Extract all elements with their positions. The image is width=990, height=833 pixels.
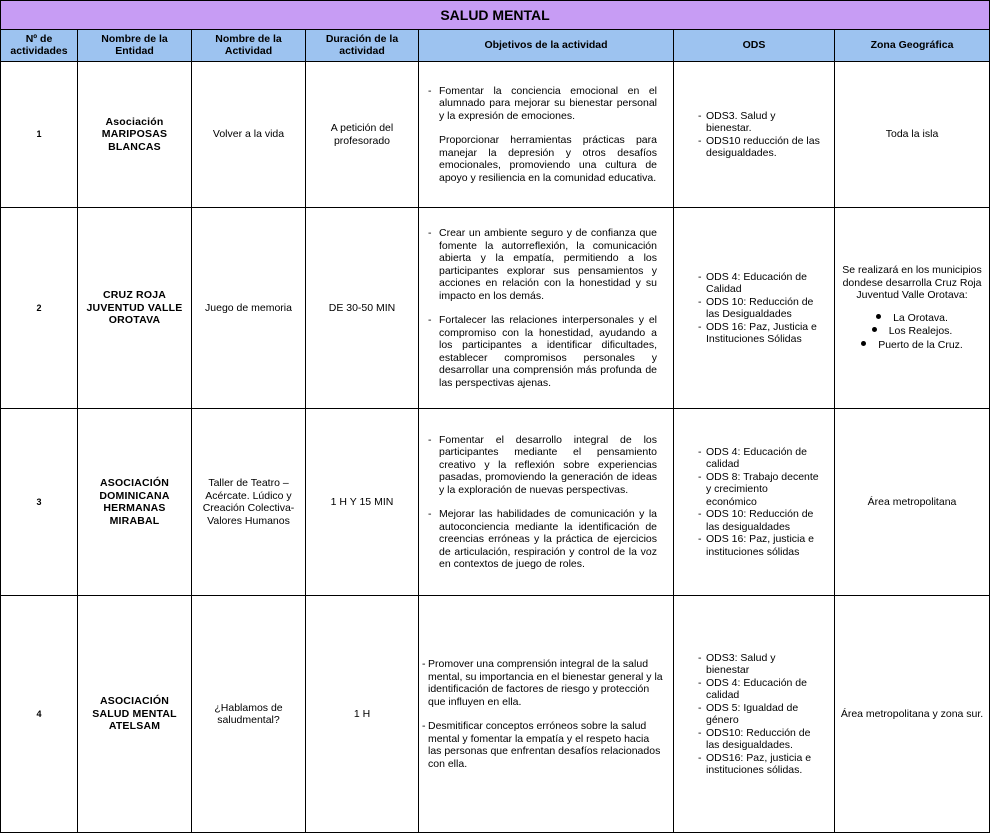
geographic-zone: Toda la isla (835, 62, 990, 208)
header-zona: Zona Geográfica (835, 30, 990, 62)
table-row (1, 409, 990, 596)
ods-item: - ODS 10: Reducción de las Desigualdades (698, 295, 814, 320)
bullet-icon (872, 327, 877, 332)
ods-item: - ODS 8: Trabajo decente y crecimiento económico (698, 470, 819, 508)
bullet-icon (876, 314, 881, 319)
list-item: La Orotava. (839, 312, 985, 325)
header-ods: ODS (674, 30, 835, 62)
objective-item: - Fortalecer las relaciones interpersonales y el compromiso con la honestidad, ayudando a los participantes a identificar dificultades, establecer compromisos personales y desarrollar una comprensión más profunda de las perspectivas ajenas. (428, 314, 657, 389)
activity-duration: 1 H Y 15 MIN (306, 409, 419, 596)
ods-item: - ODS 4: Educación de calidad (698, 445, 807, 471)
geographic-zone: Área metropolitana y zona sur. (835, 596, 990, 833)
list-item: Los Realejos. (839, 325, 985, 338)
zone-list (839, 312, 985, 352)
geographic-zone: Área metropolitana (835, 409, 990, 596)
ods-item: - ODS3. Salud y bienestar. (698, 109, 776, 134)
activity-name: Volver a la vida (192, 62, 306, 208)
objective-item: - Fomentar la conciencia emocional en el alumnado para mejorar su bienestar personal y la expresión de emociones. (428, 84, 657, 122)
activity-name: Juego de memoria (192, 208, 306, 409)
bullet-icon (861, 341, 866, 346)
ods-list (674, 208, 835, 409)
objective-item: - Mejorar las habilidades de comunicación y la autoconciencia mediante la identificación de creencias erróneas y la práctica de ejercicios de articulación, respiración y control de la voz en contextos de juego de roles. (428, 508, 657, 570)
ods-list (674, 62, 835, 208)
entity-name: ASOCIACIÓN SALUD MENTAL ATELSAM (78, 596, 192, 833)
table-row (1, 208, 990, 409)
ods-item: - ODS 10: Reducción de las desigualdades (698, 508, 814, 533)
entity-name: CRUZ ROJA JUVENTUD VALLE OROTAVA (78, 208, 192, 409)
row-number: 4 (1, 596, 78, 833)
ods-item: - ODS 5: Igualdad de género (698, 701, 799, 726)
objective-item: - Crear un ambiente seguro y de confianza que fomente la autorreflexión, la comunicación abierta y la empatía, permitiendo a los participantes explorar sus pensamientos y acciones en relación con la honestidad y su impacto en los demás. (428, 227, 657, 302)
objective-item: - Desmitificar conceptos erróneos sobre la salud mental y fomentar la empatía y el respeto hacia las personas que enfrentan desafíos relacionados con ella. (422, 720, 661, 770)
ods-item: - ODS 4: Educación de Calidad (698, 270, 807, 295)
activity-duration: 1 H (306, 596, 419, 833)
table-title: SALUD MENTAL (1, 1, 990, 30)
entity-name: ASOCIACIÓN DOMINICANA HERMANAS MIRABAL (78, 409, 192, 596)
row-number: 2 (1, 208, 78, 409)
ods-item: - ODS 4: Educación de calidad (698, 676, 807, 701)
table-row (1, 596, 990, 833)
header-num: Nº de actividades (1, 30, 78, 62)
objective-item: - Promover una comprensión integral de la salud mental, su importancia en el bienestar general y la identificación de factores de riesgo y protección que influyen en ella. (422, 658, 663, 708)
activity-name: ¿Hablamos de saludmental? (192, 596, 306, 833)
ods-list (674, 596, 835, 833)
activity-objectives (419, 62, 674, 208)
activity-objectives (419, 208, 674, 409)
header-entidad: Nombre de la Entidad (78, 30, 192, 62)
row-number: 1 (1, 62, 78, 208)
activity-objectives (419, 596, 674, 833)
activity-name: Taller de Teatro – Acércate. Lúdico y Creación Colectiva-Valores Humanos (192, 409, 306, 596)
activity-duration: DE 30-50 MIN (306, 208, 419, 409)
list-item: Puerto de la Cruz. (839, 339, 985, 352)
objective-item: - Fomentar el desarrollo integral de los participantes mediante el pensamiento creativo y la reflexión sobre experiencias pasadas, promoviendo la generación de ideas y la exploración de nuevas perspectivas. (428, 433, 657, 496)
ods-item: - ODS 16: Paz, justicia e instituciones sólidas (698, 533, 814, 558)
table-row (1, 62, 990, 208)
header-duracion: Duración de la actividad (306, 30, 419, 62)
ods-item: - ODS 16: Paz, Justicia e Instituciones Sólidas (698, 320, 817, 345)
row-number: 3 (1, 409, 78, 596)
header-actividad: Nombre de la Actividad (192, 30, 306, 62)
ods-item: - ODS10: Reducción de las desigualdades. (698, 726, 811, 751)
activity-duration: A petición del profesorado (306, 62, 419, 208)
ods-list (674, 409, 835, 596)
entity-name: Asociación MARIPOSAS BLANCAS (78, 62, 192, 208)
ods-item: - ODS10 reducción de las desigualdades. (698, 134, 820, 159)
ods-item: - ODS3: Salud y bienestar (698, 651, 776, 676)
objective-item: Proporcionar herramientas prácticas para manejar la depresión y otros desafíos emocionales, promoviendo una cultura de apoyo y resiliencia en la comunidad educativa. (439, 134, 657, 184)
ods-item: - ODS16: Paz, justicia e instituciones sólidas. (698, 751, 812, 776)
zone-description: Se realizará en los municipios dondese desarrolla Cruz Roja Juventud Valle Orotava: (842, 264, 982, 301)
activity-objectives (419, 409, 674, 596)
header-objetivos: Objetivos de la actividad (419, 30, 674, 62)
geographic-zone (835, 208, 990, 409)
